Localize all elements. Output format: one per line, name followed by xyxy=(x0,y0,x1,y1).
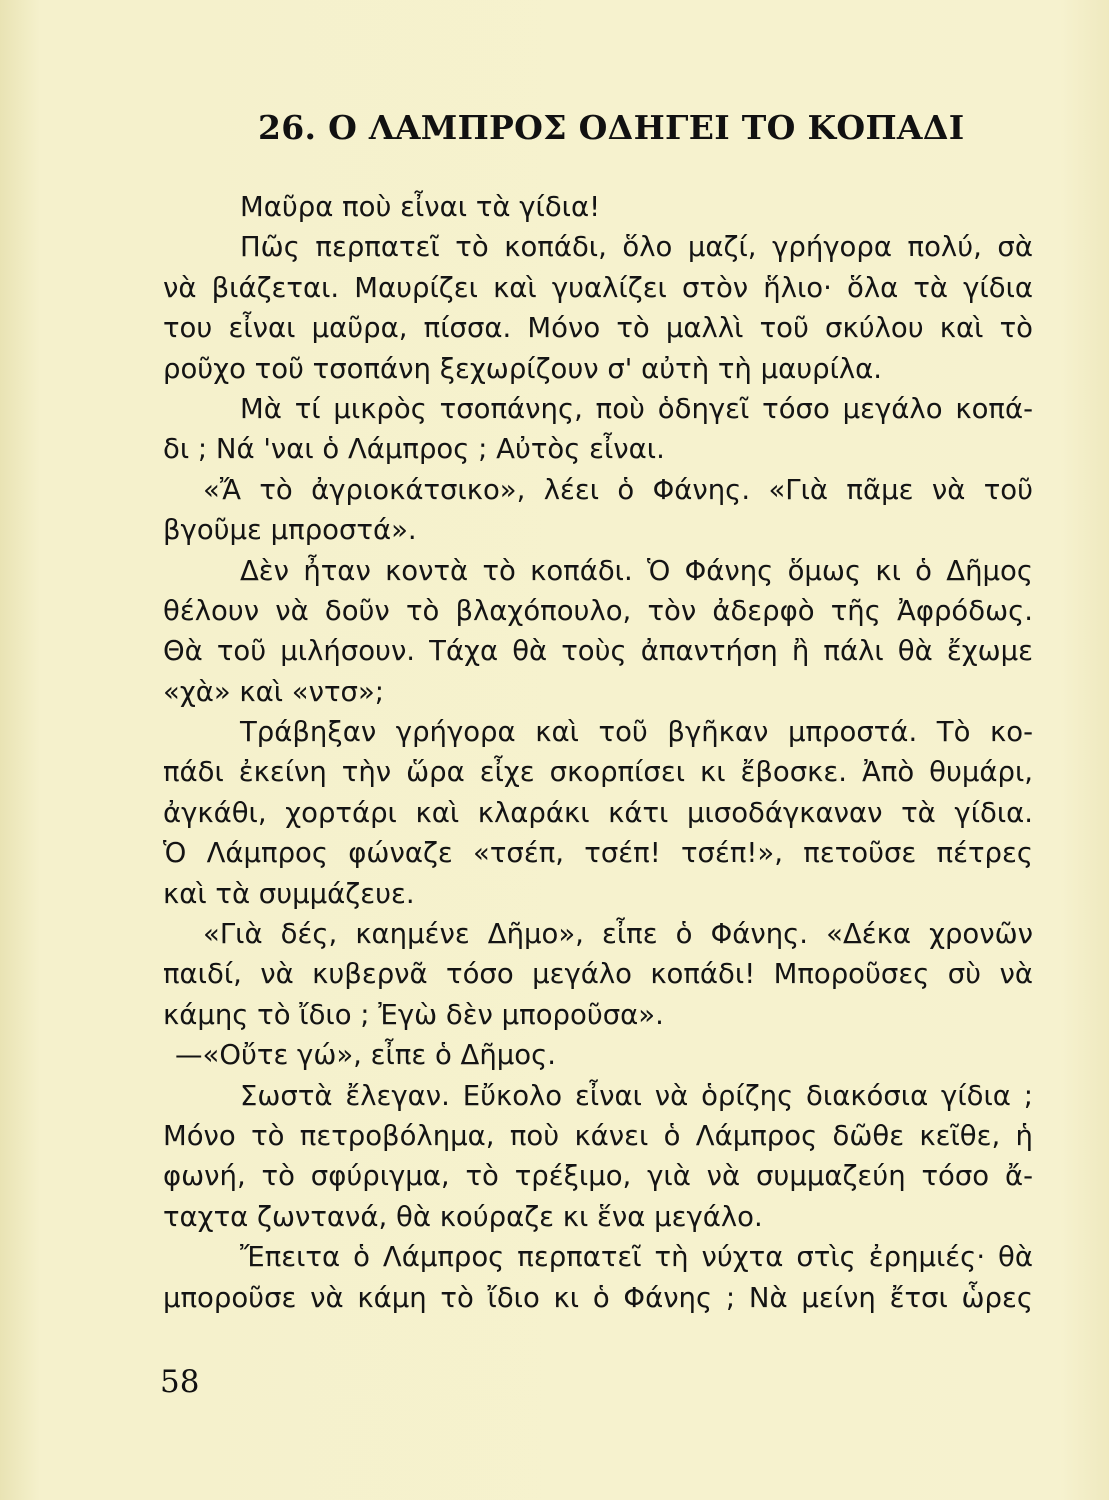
text-line: Θὰ τοῦ μιλήσουν. Τάχα θὰ τοὺς ἀπαντήση ἢ πάλι θὰ ἔχωμε xyxy=(163,635,1033,668)
text-line: φωνή, τὸ σφύριγμα, τὸ τρέξιμο, γιὰ νὰ συμμαζεύη τόσο ἄ- xyxy=(163,1160,1033,1193)
text-line: πάδι ἐκείνη τὴν ὥρα εἶχε σκορπίσει κι ἔβοσκε. Ἀπὸ θυμάρι, xyxy=(163,756,1033,789)
text-line: «χὰ» καὶ «ντσ»; xyxy=(163,675,385,708)
text-line: βγοῦμε μπροστά». xyxy=(163,514,417,547)
text-line: Ἔπειτα ὁ Λάμπρος περπατεῖ τὴ νύχτα στὶς ἐρημιές· θὰ xyxy=(240,1241,1033,1274)
chapter-title: 26. Ο ΛΑΜΠΡΟΣ ΟΔΗΓΕΙ ΤΟ ΚΟΠΑΔΙ xyxy=(258,108,965,147)
text-line: ἀγκάθι, χορτάρι καὶ κλαράκι κάτι μισοδάγκαναν τὰ γίδια. xyxy=(163,796,1033,829)
text-line: —«Οὔτε γώ», εἶπε ὁ Δῆμος. xyxy=(175,1039,556,1072)
text-line: κάμης τὸ ἴδιο ; Ἐγὼ δὲν μποροῦσα». xyxy=(163,998,664,1031)
text-line: μποροῦσε νὰ κάμη τὸ ἴδιο κι ὁ Φάνης ; Νὰ μείνη ἔτσι ὧρες xyxy=(163,1281,1033,1314)
text-line: Μαῦρα ποὺ εἶναι τὰ γίδια! xyxy=(240,191,601,223)
page-number: 58 xyxy=(160,1364,200,1400)
chapter-text xyxy=(163,187,1033,1318)
text-line: καὶ τὰ συμμάζευε. xyxy=(163,877,415,910)
text-line: ταχτα ζωντανά, θὰ κούραζε κι ἕνα μεγάλο. xyxy=(163,1200,763,1233)
text-line: νὰ βιάζεται. Μαυρίζει καὶ γυαλίζει στὸν ἥλιο· ὅλα τὰ γίδια xyxy=(163,271,1033,304)
text-line: παιδί, νὰ κυβερνᾶ τόσο μεγάλο κοπάδι! Μποροῦσες σὺ νὰ xyxy=(163,958,1033,991)
text-line: δι ; Νά 'ναι ὁ Λάμπρος ; Αὐτὸς εἶναι. xyxy=(163,433,665,466)
text-line: «Ἄ τὸ ἀγριοκάτσικο», λέει ὁ Φάνης. «Γιὰ πᾶμε νὰ τοῦ xyxy=(203,473,1033,506)
text-line: του εἶναι μαῦρα, πίσσα. Μόνο τὸ μαλλὶ τοῦ σκύλου καὶ τὸ xyxy=(163,312,1033,345)
text-line: Μόνο τὸ πετροβόλημα, ποὺ κάνει ὁ Λάμπρος δῶθε κεῖθε, ἡ xyxy=(163,1119,1033,1152)
text-line: Μὰ τί μικρὸς τσοπάνης, ποὺ ὁδηγεῖ τόσο μεγάλο κοπά- xyxy=(240,392,1033,425)
text-line: Πῶς περπατεῖ τὸ κοπάδι, ὅλο μαζί, γρήγορα πολύ, σὰ xyxy=(240,231,1033,264)
text-line: ροῦχο τοῦ τσοπάνη ξεχωρίζουν σ' αὐτὴ τὴ μαυρίλα. xyxy=(163,352,883,385)
text-line: Δὲν ἦταν κοντὰ τὸ κοπάδι. Ὁ Φάνης ὅμως κι ὁ Δῆμος xyxy=(240,554,1033,587)
text-line: Ὁ Λάμπρος φώναζε «τσέπ, τσέπ! τσέπ!», πετοῦσε πέτρες xyxy=(163,837,1033,870)
text-line: «Γιὰ δές, καημένε Δῆμο», εἶπε ὁ Φάνης. «Δέκα χρονῶν xyxy=(203,918,1033,951)
text-line: Σωστὰ ἔλεγαν. Εὔκολο εἶναι νὰ ὁρίζης διακόσια γίδια ; xyxy=(240,1079,1033,1112)
text-line: Τράβηξαν γρήγορα καὶ τοῦ βγῆκαν μπροστά. Τὸ κο- xyxy=(240,716,1033,749)
text-line: θέλουν νὰ δοῦν τὸ βλαχόπουλο, τὸν ἀδερφὸ τῆς Ἀφρόδως. xyxy=(163,594,1033,627)
